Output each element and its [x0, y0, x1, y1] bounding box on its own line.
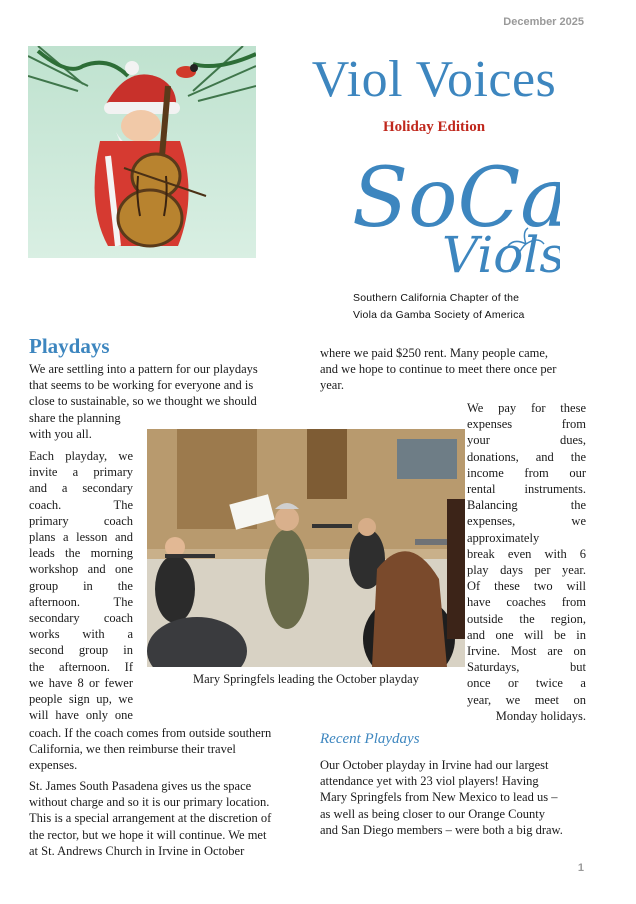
text-line: without charge and so it is our primary location.	[29, 795, 270, 810]
chapter-line-2: Viola da Gamba Society of America	[353, 309, 525, 321]
text-line: We pay for these	[467, 401, 586, 415]
text-line: Saturdays, but	[467, 660, 586, 675]
text-line: plans a lesson and	[29, 530, 133, 545]
text-line: donations, and the	[467, 449, 586, 464]
text-line: and one will be in	[467, 627, 586, 642]
text-line: expenses, we	[467, 514, 586, 529]
text-line: and San Diego members – were both a big draw.	[320, 822, 563, 837]
location-paragraph	[29, 778, 293, 859]
text-line: works with a	[29, 627, 133, 642]
text-line: Our October playday in Irvine had our largest	[320, 758, 549, 772]
text-line: and a secondary	[29, 481, 133, 496]
playdays-intro-paragraph	[29, 361, 293, 410]
text-line: the rector, but we hope it will continue. We met	[29, 827, 267, 842]
text-line: have coaches from	[467, 595, 586, 610]
text-line: coach. If the coach comes from outside southern	[29, 726, 272, 740]
text-line: second group in	[29, 643, 133, 658]
text-line: workshop and one	[29, 562, 133, 577]
text-line: coach. The	[29, 497, 133, 512]
text-line: rental instruments.	[467, 482, 586, 497]
coach-paragraph	[29, 448, 133, 723]
text-line: Of these two will	[467, 579, 586, 594]
rent-paragraph	[320, 345, 586, 394]
text-line: primary coach	[29, 513, 133, 528]
recent-playdays-paragraph	[320, 757, 586, 838]
text-line: Monday holidays.	[495, 708, 586, 723]
logo-text-viols: Viols	[442, 226, 560, 282]
chapter-line-1: Southern California Chapter of the	[353, 292, 520, 304]
text-line: leads the morning	[29, 546, 133, 561]
text-line: Each playday, we	[29, 449, 133, 463]
text-line: expenses from	[467, 417, 586, 432]
text-line: and we hope to continue to meet there once per	[320, 362, 557, 377]
text-line: play days per year.	[467, 563, 586, 578]
text-line: outside the region,	[467, 611, 586, 626]
text-line: your dues,	[467, 433, 586, 448]
issue-date: December 2025	[503, 16, 584, 28]
text-line: break even with 6	[467, 546, 586, 561]
playday-photo	[147, 429, 465, 667]
text-line: we have 8 or fewer	[29, 675, 133, 690]
edition-label: Holiday Edition	[382, 119, 486, 135]
section-heading-playdays: Playdays	[29, 334, 110, 358]
expenses-paragraph	[467, 400, 586, 724]
text-line: St. James South Pasadena gives us the space	[29, 779, 252, 793]
text-line: income from our	[467, 465, 586, 480]
text-line: year, we meet on	[467, 692, 586, 707]
text-line: people sign up, we	[29, 692, 133, 707]
text-line: secondary coach	[29, 611, 133, 626]
text-line: California, we then reimburse their travel	[29, 742, 236, 757]
coach-paragraph-end	[29, 725, 293, 774]
text-line: once or twice a	[467, 676, 586, 691]
text-line: share the planning	[29, 411, 121, 425]
text-line: approximately	[467, 530, 540, 545]
text-line: invite a primary	[29, 465, 133, 480]
santa-viol-ornament-image	[28, 46, 256, 258]
text-line: with you all.	[29, 427, 92, 442]
text-line: Mary Springfels from New Mexico to lead us –	[320, 790, 558, 805]
text-line: close to sustainable, so we thought we should	[29, 394, 257, 409]
text-line: at St. Andrews Church in Irvine in October	[29, 843, 245, 858]
text-line: will have only one	[29, 708, 133, 723]
text-line: where we paid $250 rent. Many people came,	[320, 346, 549, 360]
text-line: Irvine. Most are on	[467, 644, 586, 659]
newsletter-title: Viol Voices	[311, 51, 557, 108]
logo-text-socal: SoC	[352, 152, 521, 246]
text-line: Balancing the	[467, 498, 586, 513]
text-line: that seems to be working for everyone and is	[29, 378, 254, 393]
text-line: This is a special arrangement at the discretion of	[29, 811, 272, 826]
text-line: group in the	[29, 578, 133, 593]
text-line: We are settling into a pattern for our playdays	[29, 362, 258, 376]
page-number: 1	[577, 862, 584, 874]
text-line: year.	[320, 378, 344, 393]
photo-caption: Mary Springfels leading the October playday	[193, 672, 419, 686]
socal-viols-logo	[350, 152, 560, 282]
playdays-intro-tail	[29, 410, 139, 442]
text-line: as well as being closer to our Orange County	[320, 806, 545, 821]
text-line: the afternoon. If	[29, 659, 133, 674]
text-line: expenses.	[29, 758, 78, 773]
text-line: afternoon. The	[29, 594, 133, 609]
text-line: attendance yet with 23 viol players! Having	[320, 774, 539, 789]
subheading-recent-playdays: Recent Playdays	[320, 731, 420, 747]
chapter-description	[353, 290, 525, 324]
